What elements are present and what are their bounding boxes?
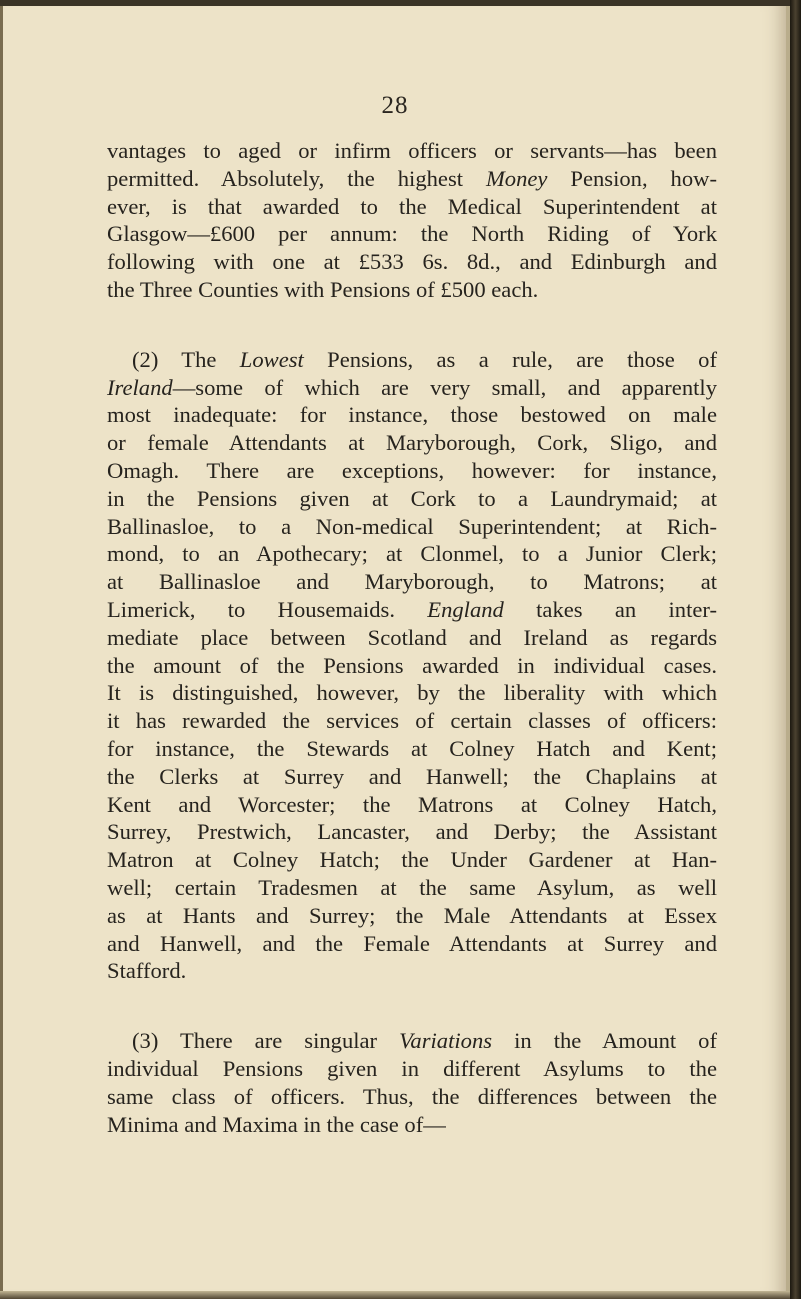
- text-line: Matron at Colney Hatch; the Under Gardener at Han-: [107, 847, 717, 873]
- text-line: same class of officers. Thus, the differences between the: [107, 1083, 717, 1109]
- text-line: Surrey, Prestwich, Lancaster, and Derby; the Assistant: [107, 819, 717, 845]
- body-text: [107, 137, 717, 1138]
- paragraph-3: [107, 1027, 717, 1138]
- text-line: Stafford.: [107, 958, 187, 984]
- paragraph-gap: [107, 985, 717, 1027]
- text-line: individual Pensions given in different Asylums to the: [107, 1055, 717, 1081]
- text-line: it has rewarded the services of certain classes of officers:: [107, 708, 717, 734]
- paragraph-gap: [107, 304, 717, 346]
- book-spine-edge: [790, 0, 801, 1299]
- text-line: Omagh. There are exceptions, however: for instance,: [107, 457, 717, 483]
- text-line: for instance, the Stewards at Colney Hatch and Kent;: [107, 735, 717, 761]
- text-line: mediate place between Scotland and Ireland as regards: [107, 624, 717, 650]
- text-line: ever, is that awarded to the Medical Superintendent at: [107, 193, 717, 219]
- text-line: Ballinasloe, to a Non-medical Superintendent; at Rich-: [107, 513, 717, 539]
- emphasis: Variations: [399, 1028, 493, 1054]
- text-line: Kent and Worcester; the Matrons at Colney Hatch,: [107, 791, 717, 817]
- page-bottom-edge: [0, 1291, 790, 1299]
- text-line: most inadequate: for instance, those bestowed on male: [107, 402, 717, 428]
- emphasis: Ireland: [107, 374, 173, 400]
- text-line: the Clerks at Surrey and Hanwell; the Chaplains at: [107, 763, 717, 789]
- text-line: as at Hants and Surrey; the Male Attendants at Essex: [107, 902, 717, 928]
- text-line: following with one at £533 6s. 8d., and Edinburgh and: [107, 249, 717, 275]
- paragraph-2: [107, 346, 717, 985]
- text-line: (3) There are singular Variations in the Amount of: [132, 1028, 718, 1054]
- text-line: at Ballinasloe and Maryborough, to Matrons; at: [107, 569, 717, 595]
- emphasis: England: [427, 596, 504, 622]
- text-line: Limerick, to Housemaids. England takes an inter-: [107, 596, 717, 622]
- text-line: (2) The Lowest Pensions, as a rule, are those of: [132, 346, 717, 372]
- text-line: Minima and Maxima in the case of—: [107, 1111, 446, 1137]
- text-line: mond, to an Apothecary; at Clonmel, to a Junior Clerk;: [107, 541, 717, 567]
- paragraph-1: [107, 137, 717, 304]
- text-line: and Hanwell, and the Female Attendants at Surrey and: [107, 930, 717, 956]
- text-line: permitted. Absolutely, the highest Money Pension, how-: [107, 165, 717, 191]
- page-top-edge: [0, 0, 790, 6]
- text-line: Ireland—some of which are very small, and apparently: [107, 374, 717, 400]
- text-line: the amount of the Pensions awarded in individual cases.: [107, 652, 717, 678]
- text-line: in the Pensions given at Cork to a Laundrymaid; at: [107, 485, 717, 511]
- text-line: vantages to aged or infirm officers or servants—has been: [107, 138, 717, 163]
- page-number: 28: [381, 92, 409, 119]
- emphasis: Money: [485, 165, 548, 191]
- text-line: Glasgow—£600 per annum: the North Riding of York: [107, 221, 717, 247]
- emphasis: Lowest: [239, 346, 304, 372]
- text-line: It is distinguished, however, by the liberality with which: [107, 680, 717, 706]
- page-left-edge: [0, 6, 3, 1291]
- text-line: the Three Counties with Pensions of £500 each.: [107, 276, 539, 302]
- text-line: or female Attendants at Maryborough, Cork, Sligo, and: [107, 430, 717, 456]
- text-line: well; certain Tradesmen at the same Asylum, as well: [107, 874, 717, 900]
